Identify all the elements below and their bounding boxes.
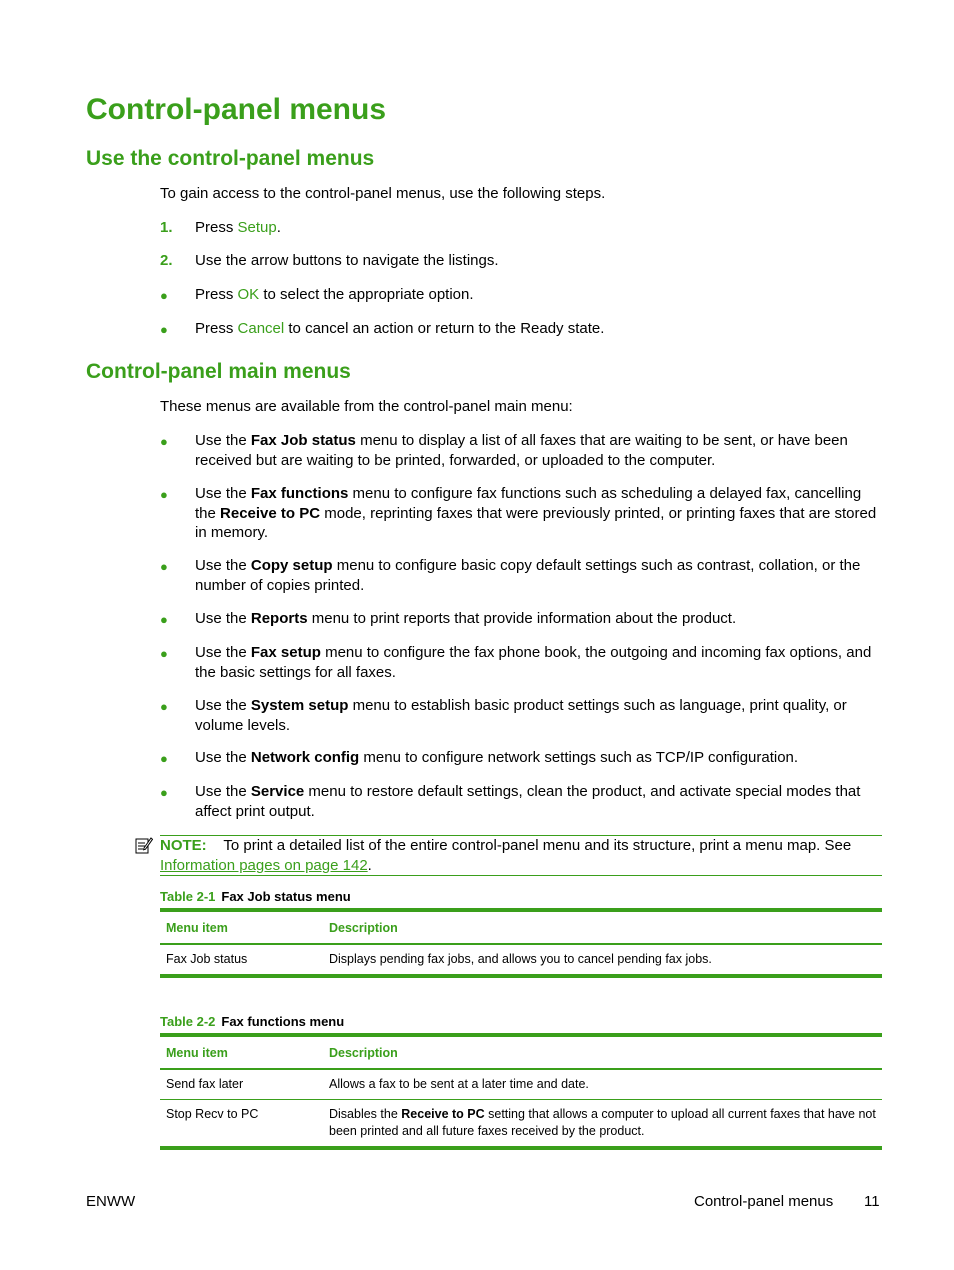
- table-header-row: [160, 1035, 882, 1069]
- bullet-icon: ●: [160, 699, 168, 714]
- list-item: [160, 609, 882, 629]
- footer-title: Control-panel menus: [694, 1193, 834, 1210]
- list-text: Use the: [195, 697, 251, 714]
- fax-job-status-table: [160, 908, 882, 978]
- list-item: [160, 696, 882, 735]
- step-bullet-item: [160, 319, 882, 339]
- bullet-icon: ●: [160, 322, 168, 337]
- list-text: Use the: [195, 749, 251, 766]
- table-row: [160, 944, 882, 976]
- cell-menu-item: Send fax later: [166, 1076, 244, 1091]
- note-end: .: [367, 857, 372, 874]
- step-item: [160, 251, 882, 271]
- footer-left: ENWW: [86, 1193, 136, 1210]
- setup-key: Setup: [237, 219, 277, 236]
- list-text-end: menu to configure the fax phone book, the outgoing and incoming fax options, and the basic settings for all faxes.: [195, 644, 872, 681]
- col-header-menu-item: Menu item: [166, 1045, 228, 1060]
- list-text: Use the: [195, 610, 251, 627]
- table2-caption: [160, 1014, 344, 1030]
- table-row: [160, 1069, 882, 1099]
- list-text-end: menu to print reports that provide information about the product.: [307, 610, 737, 627]
- menu-name: Service: [250, 783, 305, 800]
- table2-title: Fax functions menu: [221, 1014, 345, 1029]
- step-number: 1.: [160, 219, 173, 236]
- list-text-end: menu to display a list of all faxes that are waiting to be sent, or have been received but are waiting to be printed, forwarded, or uploaded to the computer.: [195, 432, 848, 469]
- note-box: [160, 835, 882, 876]
- bullet-icon: ●: [160, 559, 168, 574]
- list-text: Use the: [195, 644, 251, 661]
- list-text-end: mode, reprinting faxes that were previously printed, or printing faxes that are stored in memory.: [195, 504, 877, 541]
- bullet-icon: ●: [160, 434, 168, 449]
- cell-description: [323, 1099, 882, 1148]
- step-text-end: .: [276, 219, 281, 236]
- desc-text-end: setting that allows a computer to upload all current faxes that have not been printed and all future faxes received by the product.: [329, 1106, 876, 1138]
- table1-title: Fax Job status menu: [221, 889, 351, 904]
- list-item: [160, 556, 882, 595]
- table-row: [160, 1099, 882, 1148]
- table2-number: Table 2-2: [160, 1014, 216, 1029]
- mode-name: Receive to PC: [220, 504, 321, 522]
- menu-name: System setup: [250, 697, 349, 714]
- cell-description: Displays pending fax jobs, and allows you to cancel pending fax jobs.: [329, 952, 712, 966]
- list-text: Use the: [195, 783, 251, 800]
- list-item: [160, 782, 882, 821]
- cell-menu-item: Stop Recv to PC: [166, 1106, 259, 1121]
- step-text-end: to cancel an action or return to the Ready state.: [284, 320, 605, 337]
- col-header-description: Description: [329, 920, 398, 935]
- list-item: [160, 431, 882, 470]
- bullet-icon: ●: [160, 288, 168, 303]
- section1-intro: To gain access to the control-panel menus, use the following steps.: [160, 185, 606, 202]
- note-icon: [135, 836, 153, 854]
- bullet-icon: ●: [160, 612, 168, 627]
- bullet-icon: ●: [160, 751, 168, 766]
- menu-name: Fax Job status: [250, 432, 356, 449]
- table1-caption: [160, 889, 351, 905]
- list-text-mid: menu to configure fax functions such as scheduling a delayed fax, cancelling the: [195, 485, 862, 522]
- step-item: [160, 218, 882, 238]
- cell-menu-item: Fax Job status: [166, 952, 248, 966]
- desc-text: Allows a fax to be sent at a later time and date.: [329, 1076, 589, 1091]
- desc-text: Disables the: [329, 1106, 402, 1121]
- list-text-end: menu to configure network settings such as TCP/IP configuration.: [359, 749, 799, 766]
- desc-bold: Receive to PC: [401, 1106, 485, 1121]
- step-text: Press: [195, 320, 238, 337]
- list-item: [160, 643, 882, 682]
- menu-name: Copy setup: [250, 557, 333, 574]
- table-header-row: [160, 910, 882, 944]
- list-item: [160, 484, 882, 543]
- step-bullet-item: [160, 285, 882, 305]
- cell-description: [323, 1069, 882, 1099]
- ok-key: OK: [237, 286, 260, 303]
- section-heading-use-menus: Use the control-panel menus: [86, 147, 375, 170]
- info-pages-link[interactable]: Information pages on page 142: [160, 857, 368, 874]
- menu-name: Network config: [250, 749, 360, 766]
- list-text: Use the: [195, 485, 251, 502]
- section2-intro: These menus are available from the control-panel main menu:: [160, 398, 573, 415]
- col-header-menu-item: Menu item: [166, 920, 228, 935]
- note-text: To print a detailed list of the entire control-panel menu and its structure, print a menu map. See: [223, 837, 852, 854]
- col-header-description: Description: [329, 1045, 398, 1060]
- list-text-end: menu to restore default settings, clean the product, and activate special modes that affect print output.: [195, 783, 861, 820]
- list-text: Use the: [195, 432, 251, 449]
- note-label: NOTE:: [160, 837, 207, 854]
- menu-name: Reports: [250, 610, 308, 627]
- bullet-icon: ●: [160, 646, 168, 661]
- fax-functions-table: [160, 1033, 882, 1150]
- menu-name: Fax functions: [250, 485, 349, 502]
- page-title: Control-panel menus: [86, 93, 387, 126]
- page-number: 11: [864, 1193, 880, 1210]
- menu-name: Fax setup: [250, 644, 321, 661]
- list-text-end: menu to establish basic product settings such as language, print quality, or volume levels.: [195, 697, 847, 734]
- bullet-icon: ●: [160, 487, 168, 502]
- bullet-icon: ●: [160, 785, 168, 800]
- step-number: 2.: [160, 252, 173, 269]
- step-text: Press: [195, 286, 238, 303]
- step-text: Press: [195, 219, 238, 236]
- list-item: [160, 748, 882, 768]
- cancel-key: Cancel: [237, 320, 285, 337]
- step-text: Use the arrow buttons to navigate the listings.: [195, 252, 499, 269]
- list-text: Use the: [195, 557, 251, 574]
- section-heading-main-menus: Control-panel main menus: [86, 360, 351, 383]
- step-text-end: to select the appropriate option.: [259, 286, 474, 303]
- table1-number: Table 2-1: [160, 889, 216, 904]
- list-text-end: menu to configure basic copy default settings such as contrast, collation, or the number of copies printed.: [195, 557, 861, 594]
